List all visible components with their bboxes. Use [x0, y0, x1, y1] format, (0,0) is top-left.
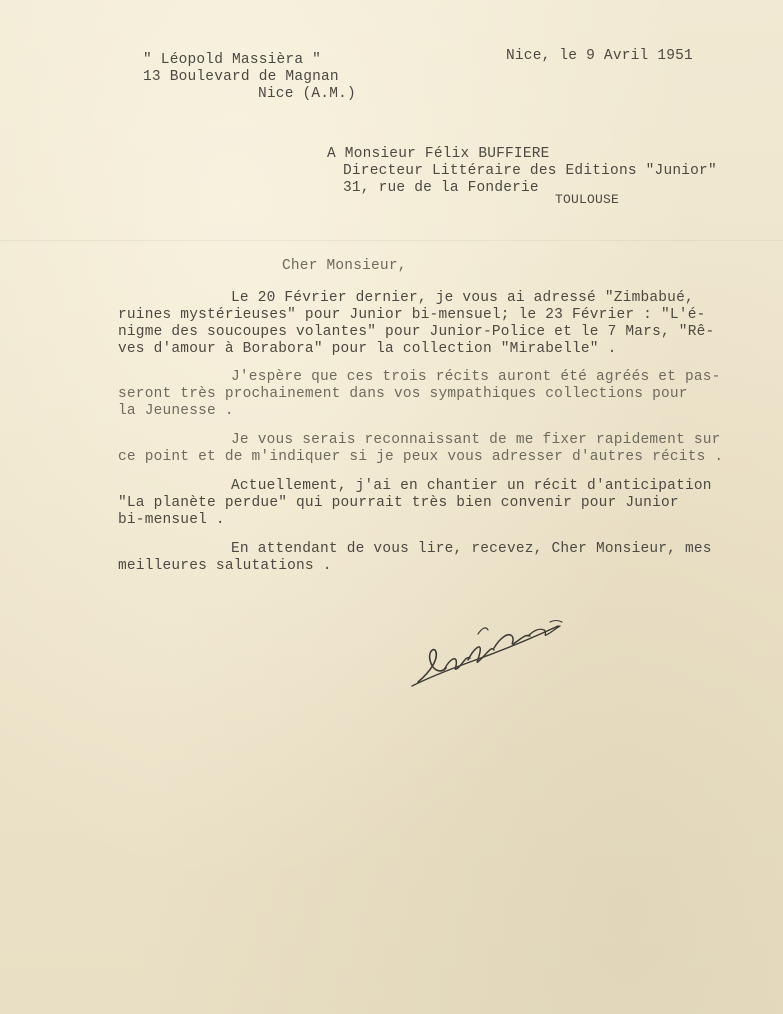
paper-fold	[0, 240, 783, 241]
body-line: la Jeunesse .	[118, 403, 234, 419]
body-line: seront très prochainement dans vos sympathiques collections pour	[118, 386, 688, 402]
body-line: Je vous serais reconnaissant de me fixer rapidement sur	[231, 432, 721, 448]
recipient-line1: A Monsieur Félix BUFFIERE	[327, 146, 550, 162]
sender-city: Nice (A.M.)	[258, 86, 356, 102]
recipient-line2: Directeur Littéraire des Editions "Junior"	[343, 163, 717, 179]
body-line: ruines mystérieuses" pour Junior bi-mensuel; le 23 Février : "L'é-	[118, 307, 706, 323]
handwritten-signature	[408, 612, 568, 694]
body-line: Actuellement, j'ai en chantier un récit d'anticipation	[231, 478, 712, 494]
body-line: J'espère que ces trois récits auront été agréés et pas-	[231, 369, 721, 385]
sender-name: " Léopold Massièra "	[143, 52, 322, 68]
body-line: "La planète perdue" qui pourrait très bien convenir pour Junior	[118, 495, 679, 511]
body-line: bi-mensuel .	[118, 512, 225, 528]
body-line: ce point et de m'indiquer si je peux vous adresser d'autres récits .	[118, 449, 724, 465]
body-line: nigme des soucoupes volantes" pour Junior-Police et le 7 Mars, "Rê-	[118, 324, 715, 340]
salutation: Cher Monsieur,	[282, 258, 407, 274]
body-line: Le 20 Février dernier, je vous ai adressé "Zimbabué,	[231, 290, 694, 306]
recipient-city: TOULOUSE	[555, 192, 620, 207]
recipient-line3: 31, rue de la Fonderie	[343, 180, 539, 196]
body-line: meilleures salutations .	[118, 558, 332, 574]
sender-street: 13 Boulevard de Magnan	[143, 69, 339, 85]
letter-date: Nice, le 9 Avril 1951	[506, 48, 693, 64]
body-line: En attendant de vous lire, recevez, Cher Monsieur, mes	[231, 541, 712, 557]
body-line: ves d'amour à Borabora" pour la collection "Mirabelle" .	[118, 341, 617, 357]
